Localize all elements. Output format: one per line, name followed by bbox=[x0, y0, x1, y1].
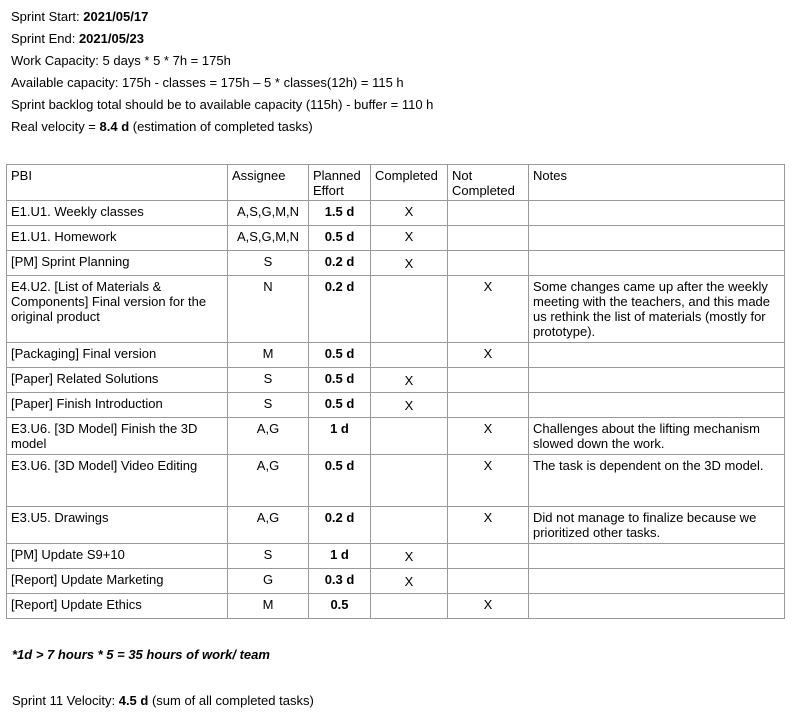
cell-effort: 0.5 d bbox=[309, 226, 371, 251]
cell-effort: 0.2 d bbox=[309, 251, 371, 276]
completed-mark: X bbox=[404, 204, 414, 219]
cell-not-completed bbox=[448, 418, 529, 455]
cell-pbi: E3.U6. [3D Model] Video Editing bbox=[7, 455, 228, 507]
completed-mark: X bbox=[404, 256, 414, 271]
cell-assignee: N bbox=[228, 276, 309, 343]
cell-not-completed bbox=[448, 368, 529, 393]
cell-completed bbox=[371, 343, 448, 368]
table-row bbox=[7, 455, 785, 507]
cell-pbi: E3.U5. Drawings bbox=[7, 507, 228, 544]
cell-effort: 1 d bbox=[309, 544, 371, 569]
table-row bbox=[7, 569, 785, 594]
cell-assignee: S bbox=[228, 251, 309, 276]
table-row bbox=[7, 226, 785, 251]
cell-assignee: S bbox=[228, 544, 309, 569]
sprint-header bbox=[11, 6, 433, 138]
cell-assignee: A,G bbox=[228, 455, 309, 507]
cell-notes bbox=[529, 544, 785, 569]
table-row bbox=[7, 343, 785, 368]
cell-pbi: [PM] Sprint Planning bbox=[7, 251, 228, 276]
cell-not-completed bbox=[448, 455, 529, 507]
completed-mark: X bbox=[404, 229, 414, 244]
cell-assignee: M bbox=[228, 343, 309, 368]
cell-completed bbox=[371, 507, 448, 544]
cell-notes bbox=[529, 594, 785, 619]
cell-effort: 0.5 bbox=[309, 594, 371, 619]
cell-not-completed bbox=[448, 251, 529, 276]
cell-not-completed bbox=[448, 276, 529, 343]
cell-effort: 0.2 d bbox=[309, 507, 371, 544]
sprint-start: Sprint Start: 2021/05/17 bbox=[11, 9, 149, 24]
not-completed-mark: X bbox=[483, 510, 493, 525]
cell-notes: Some changes came up after the weekly meeting with the teachers, and this made us rethink the list of materials (mostly for prototype). bbox=[529, 276, 785, 343]
cell-effort: 0.5 d bbox=[309, 368, 371, 393]
cell-notes bbox=[529, 201, 785, 226]
completed-mark: X bbox=[404, 574, 414, 589]
sprint-velocity: Sprint 11 Velocity: 4.5 d (sum of all completed tasks) bbox=[12, 693, 314, 708]
cell-assignee: A,S,G,M,N bbox=[228, 226, 309, 251]
cell-not-completed bbox=[448, 343, 529, 368]
cell-pbi: [Report] Update Marketing bbox=[7, 569, 228, 594]
cell-not-completed bbox=[448, 507, 529, 544]
not-completed-mark: X bbox=[483, 346, 493, 361]
cell-pbi: [Paper] Finish Introduction bbox=[7, 393, 228, 418]
available-capacity: Available capacity: 175h - classes = 175h – 5 * classes(12h) = 115 h bbox=[11, 75, 404, 90]
cell-notes: The task is dependent on the 3D model. bbox=[529, 455, 785, 507]
not-completed-mark: X bbox=[483, 597, 493, 612]
sprint-backlog-table bbox=[6, 164, 785, 619]
cell-completed bbox=[371, 569, 448, 594]
table-row bbox=[7, 393, 785, 418]
cell-notes: Challenges about the lifting mechanism slowed down the work. bbox=[529, 418, 785, 455]
cell-completed bbox=[371, 455, 448, 507]
column-header-notes: Notes bbox=[529, 165, 785, 201]
cell-pbi: [Packaging] Final version bbox=[7, 343, 228, 368]
cell-completed bbox=[371, 251, 448, 276]
cell-pbi: E1.U1. Homework bbox=[7, 226, 228, 251]
sprint-end: Sprint End: 2021/05/23 bbox=[11, 31, 145, 46]
table-row bbox=[7, 544, 785, 569]
cell-completed bbox=[371, 226, 448, 251]
cell-pbi: E3.U6. [3D Model] Finish the 3D model bbox=[7, 418, 228, 455]
table-row bbox=[7, 418, 785, 455]
sprint-velocity-value: 4.5 d bbox=[118, 693, 149, 708]
column-header-pbi: PBI bbox=[7, 165, 228, 201]
cell-notes: Did not manage to finalize because we prioritized other tasks. bbox=[529, 507, 785, 544]
cell-assignee: A,S,G,M,N bbox=[228, 201, 309, 226]
table-header-row bbox=[7, 165, 785, 201]
cell-assignee: M bbox=[228, 594, 309, 619]
cell-effort: 1 d bbox=[309, 418, 371, 455]
completed-mark: X bbox=[404, 549, 414, 564]
cell-not-completed bbox=[448, 393, 529, 418]
cell-assignee: S bbox=[228, 393, 309, 418]
cell-notes bbox=[529, 393, 785, 418]
not-completed-mark: X bbox=[483, 458, 493, 473]
cell-pbi: [PM] Update S9+10 bbox=[7, 544, 228, 569]
table-row bbox=[7, 251, 785, 276]
table-row bbox=[7, 276, 785, 343]
cell-completed bbox=[371, 393, 448, 418]
effort-footnote: *1d > 7 hours * 5 = 35 hours of work/ team bbox=[12, 647, 270, 662]
cell-pbi: E4.U2. [List of Materials & Components] Final version for the original product bbox=[7, 276, 228, 343]
cell-effort: 0.5 d bbox=[309, 455, 371, 507]
cell-not-completed bbox=[448, 569, 529, 594]
cell-completed bbox=[371, 544, 448, 569]
not-completed-mark: X bbox=[483, 279, 493, 294]
cell-effort: 0.5 d bbox=[309, 343, 371, 368]
sprint-start-date: 2021/05/17 bbox=[83, 9, 149, 24]
cell-assignee: S bbox=[228, 368, 309, 393]
cell-pbi: [Report] Update Ethics bbox=[7, 594, 228, 619]
cell-not-completed bbox=[448, 544, 529, 569]
completed-mark: X bbox=[404, 398, 414, 413]
completed-mark: X bbox=[404, 373, 414, 388]
column-header-assignee: Assignee bbox=[228, 165, 309, 201]
cell-notes bbox=[529, 343, 785, 368]
cell-notes bbox=[529, 226, 785, 251]
column-header-planned-effort: Planned Effort bbox=[309, 165, 371, 201]
work-capacity: Work Capacity: 5 days * 5 * 7h = 175h bbox=[11, 53, 231, 68]
real-velocity-value: 8.4 d bbox=[99, 119, 130, 134]
cell-effort: 1.5 d bbox=[309, 201, 371, 226]
table-row bbox=[7, 507, 785, 544]
column-header-completed: Completed bbox=[371, 165, 448, 201]
cell-pbi: [Paper] Related Solutions bbox=[7, 368, 228, 393]
cell-assignee: A,G bbox=[228, 418, 309, 455]
backlog-total: Sprint backlog total should be to available capacity (115h) - buffer = 110 h bbox=[11, 97, 434, 112]
cell-completed bbox=[371, 418, 448, 455]
cell-completed bbox=[371, 276, 448, 343]
cell-not-completed bbox=[448, 594, 529, 619]
column-header-not-completed: Not Completed bbox=[448, 165, 529, 201]
cell-completed bbox=[371, 368, 448, 393]
cell-effort: 0.3 d bbox=[309, 569, 371, 594]
cell-effort: 0.5 d bbox=[309, 393, 371, 418]
cell-not-completed bbox=[448, 201, 529, 226]
cell-notes bbox=[529, 569, 785, 594]
table-row bbox=[7, 201, 785, 226]
cell-completed bbox=[371, 201, 448, 226]
cell-completed bbox=[371, 594, 448, 619]
real-velocity: Real velocity = 8.4 d (estimation of completed tasks) bbox=[11, 119, 313, 134]
cell-not-completed bbox=[448, 226, 529, 251]
cell-assignee: A,G bbox=[228, 507, 309, 544]
table-row bbox=[7, 594, 785, 619]
table-row bbox=[7, 368, 785, 393]
cell-pbi: E1.U1. Weekly classes bbox=[7, 201, 228, 226]
not-completed-mark: X bbox=[483, 421, 493, 436]
cell-notes bbox=[529, 251, 785, 276]
cell-assignee: G bbox=[228, 569, 309, 594]
cell-notes bbox=[529, 368, 785, 393]
cell-effort: 0.2 d bbox=[309, 276, 371, 343]
sprint-end-date: 2021/05/23 bbox=[78, 31, 145, 46]
